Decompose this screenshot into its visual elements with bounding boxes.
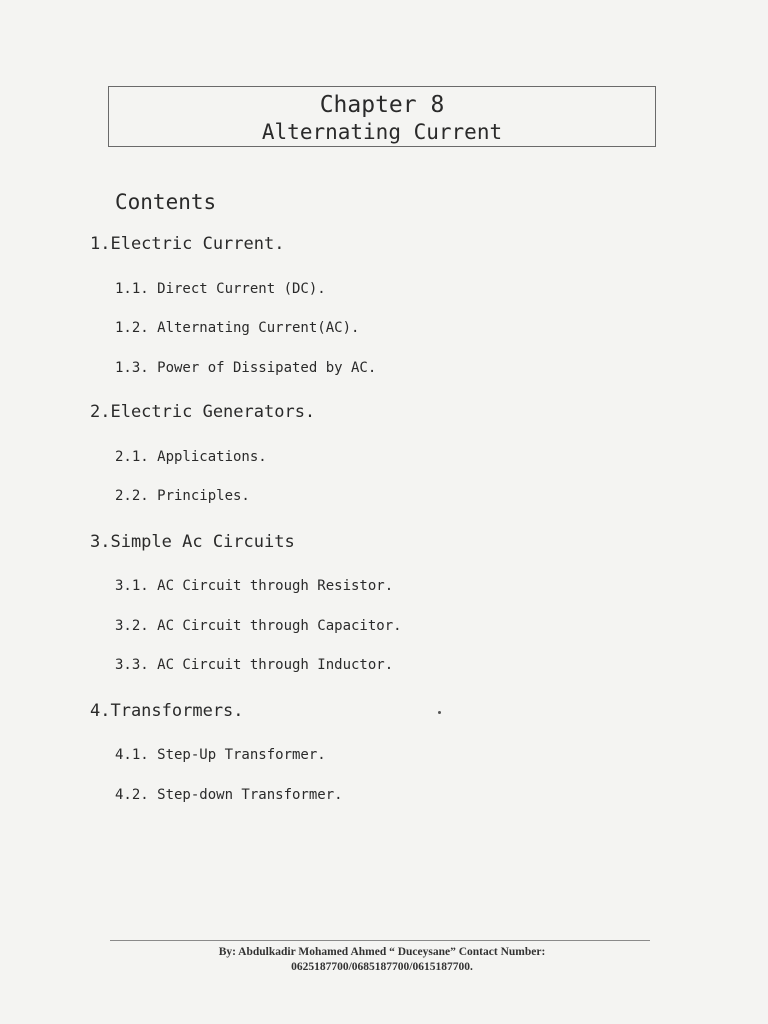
toc-subsection-1-2: 1.2. Alternating Current(AC). [115, 320, 360, 336]
toc-subsection-3-1: 3.1. AC Circuit through Resistor. [115, 578, 394, 594]
chapter-title: Alternating Current [261, 120, 503, 144]
chapter-number: Chapter 8 [319, 92, 445, 118]
toc-section-4: 4.Transformers. [90, 701, 244, 721]
footer-credit [110, 945, 654, 975]
footer-phone-line: 0625187700/0685187700/0615187700. [291, 961, 473, 973]
toc-subsection-3-3: 3.3. AC Circuit through Inductor. [115, 657, 394, 673]
scan-speck [438, 711, 441, 714]
toc-subsection-4-2: 4.2. Step-down Transformer. [115, 787, 343, 803]
toc-subsection-1-1: 1.1. Direct Current (DC). [115, 281, 326, 297]
footer-divider [110, 940, 650, 941]
toc-subsection-3-2: 3.2. AC Circuit through Capacitor. [115, 618, 402, 634]
toc-section-2: 2.Electric Generators. [90, 402, 316, 422]
footer-author-line: By: Abdulkadir Mohamed Ahmed “ Duceysane” Contact Number: [218, 946, 546, 958]
contents-heading: Contents [115, 190, 217, 214]
toc-subsection-2-2: 2.2. Principles. [115, 488, 250, 504]
toc-subsection-4-1: 4.1. Step-Up Transformer. [115, 747, 326, 763]
chapter-title-box [108, 86, 656, 147]
toc-subsection-1-3: 1.3. Power of Dissipated by AC. [115, 360, 377, 376]
toc-subsection-2-1: 2.1. Applications. [115, 449, 267, 465]
toc-section-3: 3.Simple Ac Circuits [90, 532, 295, 552]
toc-section-1: 1.Electric Current. [90, 234, 285, 254]
